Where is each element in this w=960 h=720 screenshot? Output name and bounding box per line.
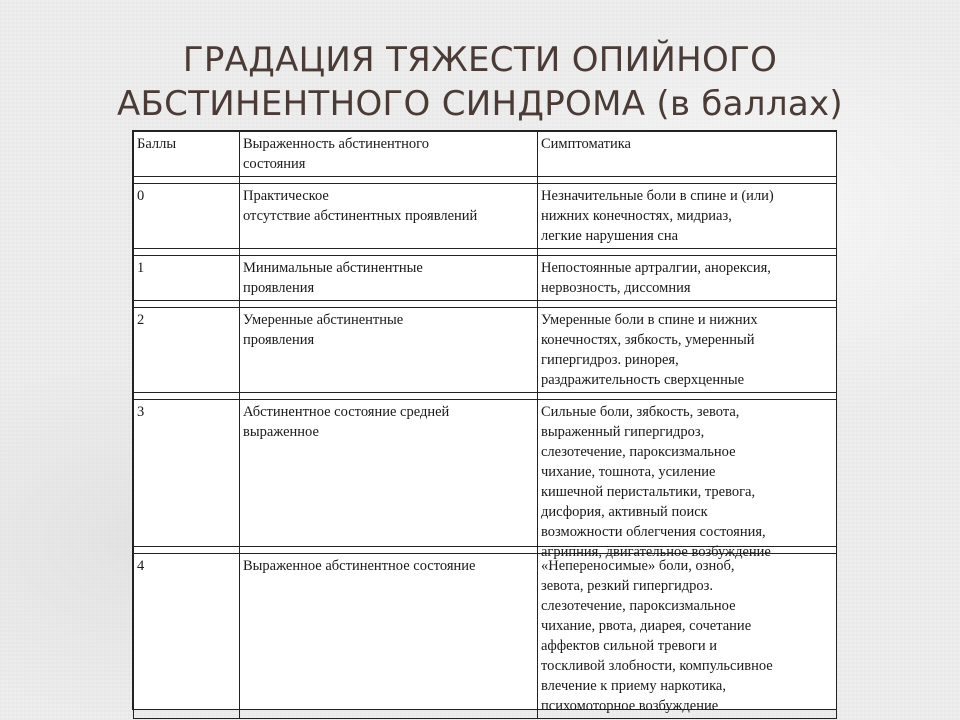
symptoms-text: конечностях, зябкость, умеренный <box>541 332 755 348</box>
symptoms-text: аффектов сильной тревоги и <box>541 638 718 654</box>
header-severity-label-line-1: Выраженность абстинентного <box>243 136 429 152</box>
symptoms-text: психомоторное возбуждение <box>541 698 719 714</box>
score-value: 0 <box>137 188 145 204</box>
symptoms-text: кишечной перистальтики, тревога, <box>541 484 756 500</box>
symptoms-text: «Непереносимые» боли, озноб, <box>541 558 735 574</box>
slide-title-line-1: ГРАДАЦИЯ ТЯЖЕСТИ ОПИЙНОГО <box>182 40 778 80</box>
table-row <box>134 256 837 301</box>
slide-title-line-2: АБСТИНЕНТНОГО СИНДРОМА (в баллах) <box>116 84 843 124</box>
score-cell <box>134 184 240 249</box>
symptoms-cell <box>538 400 837 560</box>
score-cell <box>134 400 240 547</box>
score-cell <box>134 256 240 301</box>
severity-cell <box>240 308 538 393</box>
severity-text: проявления <box>243 332 315 348</box>
table-row <box>134 400 837 547</box>
symptoms-text: Сильные боли, зябкость, зевота, <box>541 404 740 420</box>
severity-table <box>132 130 837 714</box>
symptoms-text: возможности облегчения состояния, <box>541 524 766 540</box>
table-row <box>134 554 837 719</box>
header-cell-symptoms <box>538 132 837 177</box>
severity-cell <box>240 184 538 249</box>
severity-text: Практическое <box>243 188 329 204</box>
header-cell-score <box>134 132 240 177</box>
symptoms-cell <box>538 554 837 719</box>
severity-text: Абстинентное состояние средней <box>243 404 450 420</box>
symptoms-text: Непостоянные артралгии, анорексия, <box>541 260 771 276</box>
severity-text: выраженное <box>243 424 319 440</box>
symptoms-text: раздражительность сверхценные <box>541 372 745 388</box>
symptoms-cell <box>538 308 837 393</box>
severity-text: Минимальные абстинентные <box>243 260 423 276</box>
symptoms-text: гипергидроз. ринорея, <box>541 352 679 368</box>
score-value: 4 <box>137 558 145 574</box>
symptoms-text: слезотечение, пароксизмальное <box>541 444 736 460</box>
severity-text: Выраженное абстинентное состояние <box>243 558 476 574</box>
header-score-label: Баллы <box>137 136 177 152</box>
severity-text: Умеренные абстинентные <box>243 312 404 328</box>
score-value: 3 <box>137 404 145 420</box>
header-cell-severity <box>240 132 538 177</box>
table-row <box>134 308 837 393</box>
symptoms-text: агрипния, двигательное возбуждение <box>541 544 771 560</box>
table-row <box>134 184 837 249</box>
symptoms-text: зевота, резкий гипергидроз. <box>541 578 714 594</box>
score-value: 1 <box>137 260 145 276</box>
table-header-row <box>134 132 837 177</box>
symptoms-text: чихание, рвота, диарея, сочетание <box>541 618 752 634</box>
symptoms-text: нервозность, диссомния <box>541 280 691 296</box>
symptoms-text: Незначительные боли в спине и (или) <box>541 188 774 204</box>
symptoms-text: нижних конечностях, мидриаз, <box>541 208 732 224</box>
symptoms-cell <box>538 256 837 301</box>
symptoms-text: легкие нарушения сна <box>541 228 679 244</box>
symptoms-text: влечение к приему наркотика, <box>541 678 726 694</box>
symptoms-cell <box>538 184 837 249</box>
symptoms-text: чихание, тошнота, усиление <box>541 464 716 480</box>
symptoms-text: выраженный гипергидроз, <box>541 424 705 440</box>
header-symptoms-label: Симптоматика <box>541 136 631 152</box>
symptoms-text: тоскливой злобности, компульсивное <box>541 658 773 674</box>
severity-text: проявления <box>243 280 315 296</box>
score-value: 2 <box>137 312 145 328</box>
score-cell <box>134 308 240 393</box>
symptoms-text: Умеренные боли в спине и нижних <box>541 312 758 328</box>
severity-cell <box>240 400 538 547</box>
severity-text: отсутствие абстинентных проявлений <box>243 208 478 224</box>
severity-cell <box>240 554 538 719</box>
severity-cell <box>240 256 538 301</box>
symptoms-text: дисфория, активный поиск <box>541 504 708 520</box>
symptoms-text: слезотечение, пароксизмальное <box>541 598 736 614</box>
score-cell <box>134 554 240 719</box>
header-severity-label-line-2: состояния <box>243 156 306 172</box>
slide-title <box>40 38 920 126</box>
